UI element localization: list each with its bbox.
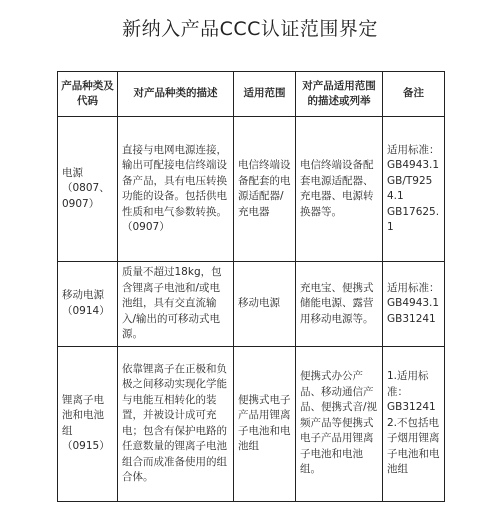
remark-line: 适用标准： bbox=[387, 281, 440, 294]
product-category-cell bbox=[58, 117, 118, 262]
description-cell: 质量不超过18kg，包含锂离子电池和/或电池组，具有交直流输入/输出的可移动式电源。 bbox=[118, 262, 234, 347]
remark-line: 1.适用标准： bbox=[387, 370, 429, 398]
header-scope: 适用范围 bbox=[234, 72, 296, 117]
product-name: 电源 bbox=[62, 166, 83, 179]
header-remarks: 备注 bbox=[383, 72, 445, 117]
product-code: （0915） bbox=[62, 440, 110, 452]
remark-line: GB/T9254.1 bbox=[387, 174, 433, 202]
remark-line: 2.不包括电子烟用锂离子电池和电池组 bbox=[387, 416, 440, 476]
description-cell: 直接与电网电源连接，输出可配接电信终端设备产品，具有电压转换功能的设备。包括供电性质和电气参数转换。（0907） bbox=[118, 117, 234, 262]
remark-line: GB4943.1 bbox=[387, 297, 440, 309]
scope-detail-cell: 充电宝、便携式储能电源、露营用移动电源等。 bbox=[296, 262, 383, 347]
ccc-scope-table bbox=[57, 71, 445, 502]
product-category-cell bbox=[58, 262, 118, 347]
document-title: 新纳入产品CCC认证范围界定 bbox=[122, 18, 378, 40]
scope-detail-cell: 便携式办公产品、移动通信产品、便携式音/视频产品等便携式电子产品用锂离子电池和电池组。 bbox=[296, 346, 383, 501]
header-scope-detail: 对产品适用范围的描述或列举 bbox=[296, 72, 383, 117]
table-row bbox=[58, 262, 445, 347]
product-code: （0807、0907） bbox=[62, 182, 110, 210]
remarks-cell bbox=[383, 346, 445, 501]
remark-line: GB31241 bbox=[387, 312, 436, 325]
remarks-cell bbox=[383, 117, 445, 262]
scope-cell: 电信终端设备配套的电源适配器/充电器 bbox=[234, 117, 296, 262]
table-row bbox=[58, 117, 445, 262]
product-category-cell bbox=[58, 346, 118, 501]
header-product-category: 产品种类及代码 bbox=[58, 72, 118, 117]
scope-cell: 移动电源 bbox=[234, 262, 296, 347]
remark-line: GB17625.1 bbox=[387, 205, 440, 233]
remarks-cell bbox=[383, 262, 445, 347]
remark-line: GB4943.1 bbox=[387, 159, 440, 171]
product-name: 移动电源 bbox=[62, 289, 104, 302]
header-description: 对产品种类的描述 bbox=[118, 72, 234, 117]
remark-line: GB31241 bbox=[387, 401, 436, 414]
product-name: 锂离子电池和电池组 bbox=[62, 393, 104, 437]
description-cell: 依靠锂离子在正极和负极之间移动实现化学能与电能互相转化的装置，并被设计成可充电；包含有保护电路的任意数量的锂离子电池组合而成准备使用的组合体。 bbox=[118, 346, 234, 501]
remark-line: 适用标准： bbox=[387, 143, 440, 156]
scope-cell: 便携式电子产品用锂离子电池和电池组 bbox=[234, 346, 296, 501]
product-code: （0914） bbox=[62, 304, 110, 317]
table-row bbox=[58, 346, 445, 501]
scope-detail-cell: 电信终端设备配套电源适配器、充电器、电源转换器等。 bbox=[296, 117, 383, 262]
table-header-row bbox=[58, 72, 445, 117]
